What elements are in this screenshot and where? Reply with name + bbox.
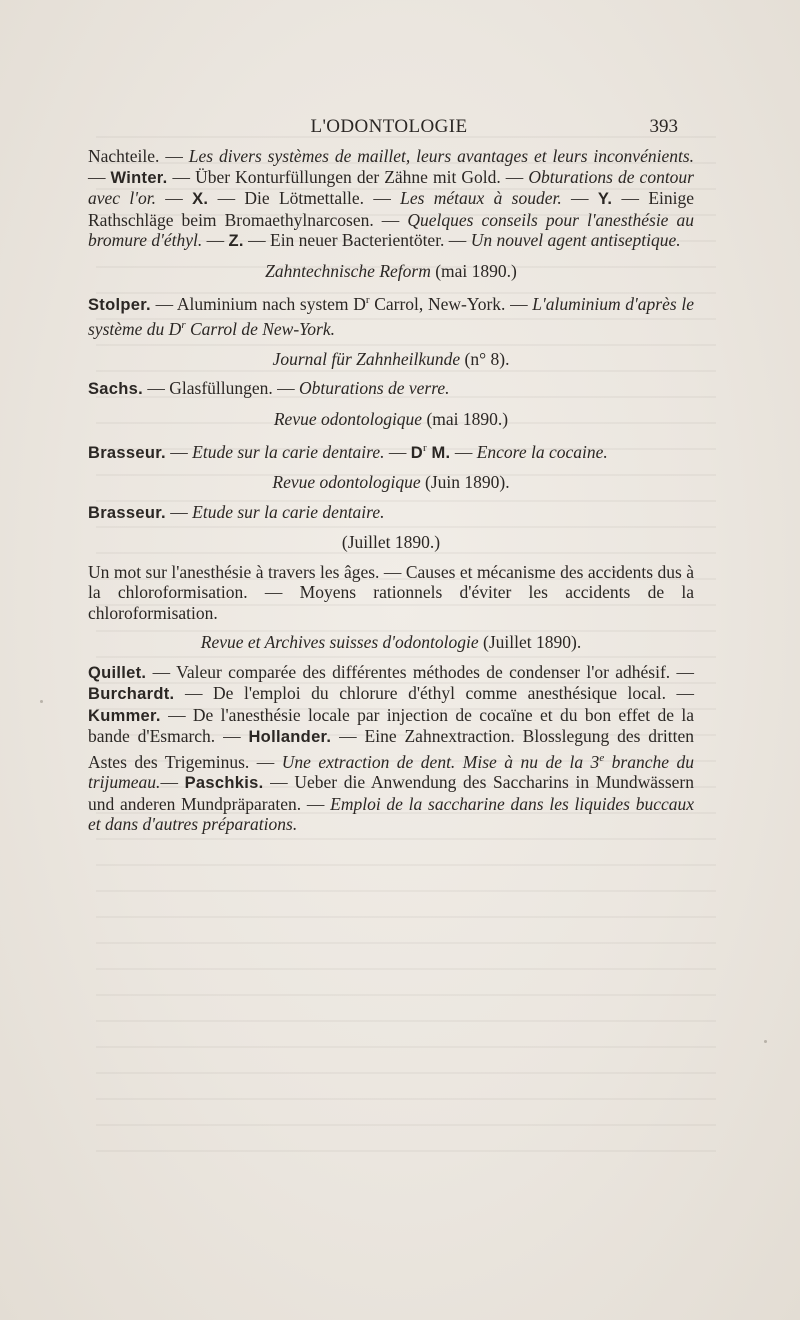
source-journal-heading: Revue odontologique (mai 1890.) <box>273 408 509 429</box>
author-name: Brasseur. <box>88 443 166 462</box>
paragraph-bibliography-6: Un mot sur l'anesthésie à travers les âges. — Causes et mécanisme des accidents dus à la chloroformisation. — Moyens rationnels d'éviter les accidents de la chloroformisation. <box>88 561 694 623</box>
author-name: Burchardt. <box>88 685 175 704</box>
author-name: Paschkis. <box>184 774 264 793</box>
source-journal-heading: Zahntechnische Reform (mai 1890.) <box>265 260 517 281</box>
author-name: Kummer. <box>88 706 161 725</box>
journal-title: L'ODONTOLOGIE <box>310 116 468 137</box>
author-name: X. <box>192 190 209 208</box>
source-journal-heading: Journal für Zahnheilkunde (n° 8). <box>272 348 510 369</box>
source-date: (Juillet 1890.) <box>341 532 441 553</box>
paragraph-bibliography-3: Sachs. — Glasfüllungen. — Obturations de verre. <box>88 378 450 399</box>
author-name: Quillet. <box>88 663 147 682</box>
paragraph-bibliography-2: Stolper. — Aluminium nach system $D^r$ Carrol, New-York. — L'aluminium d'après le système du $D^r$ Carrol de New-York. <box>88 293 694 340</box>
paragraph-bibliography-1: Nachteile. — Les divers systèmes de maillet, leurs avantages et leurs inconvénients. — Winter. — Über Konturfüllungen der Zähne mit Gold. — Obturations de contour avec l'or. — X. — Die Lötmettalle. — Les métaux à souder. — Y. — Einige Rathschläge beim Bromaethylnarcosen. — Quelques conseils pour l'anesthésie au bromure d'éthyl. — Z. — Ein neuer Bacterientöter. — Un nouvel agent antiseptique. <box>88 146 695 250</box>
page-number: 393 <box>649 116 678 137</box>
author-name: Winter. <box>110 168 168 187</box>
source-journal-heading: Revue odontologique (Juin 1890). <box>272 472 510 493</box>
author-name: Y. <box>597 190 613 208</box>
paper-speck <box>40 700 43 703</box>
source-journal-heading: Revue et Archives suisses d'odontologie (Juillet 1890). <box>200 632 582 653</box>
paragraph-bibliography-5: Brasseur. — Etude sur la carie dentaire. <box>88 501 385 522</box>
author-name: D <box>410 443 423 462</box>
author-name: Hollander. <box>248 728 332 747</box>
author-name: Sachs. <box>88 380 143 399</box>
paragraph-bibliography-4: Brasseur. — Etude sur la carie dentaire. — $D^r$ M. — Encore la cocaine. <box>88 441 608 462</box>
author-name: Brasseur. <box>88 503 166 522</box>
paragraph-bibliography-7: Quillet. — Valeur comparée des différentes méthodes de condenser l'or adhésif. — Burchardt. — De l'emploi du chlorure d'éthyl comme anesthésique local. — Kummer. — De l'anesthésie locale par injection de cocaïne et du bon effet de la bande d'Esmarch. — Hollander. — Eine Zahnextraction. Blosslegung des dritten Astes des Trigeminus. — Une extraction de dent. Mise à nu de la 3e branche du trijumeau.— Paschkis. — Ueber die Anwendung des Saccharins in Mundwässern und anderen Mundpräparaten. — Emploi de la saccharine dans les liquides buccaux et dans d'autres préparations. <box>88 661 695 835</box>
author-name: Z. <box>228 232 244 250</box>
paper-speck <box>764 1040 767 1043</box>
page-body <box>88 146 694 835</box>
author-name: Stolper. <box>88 295 151 314</box>
running-header <box>100 116 678 140</box>
